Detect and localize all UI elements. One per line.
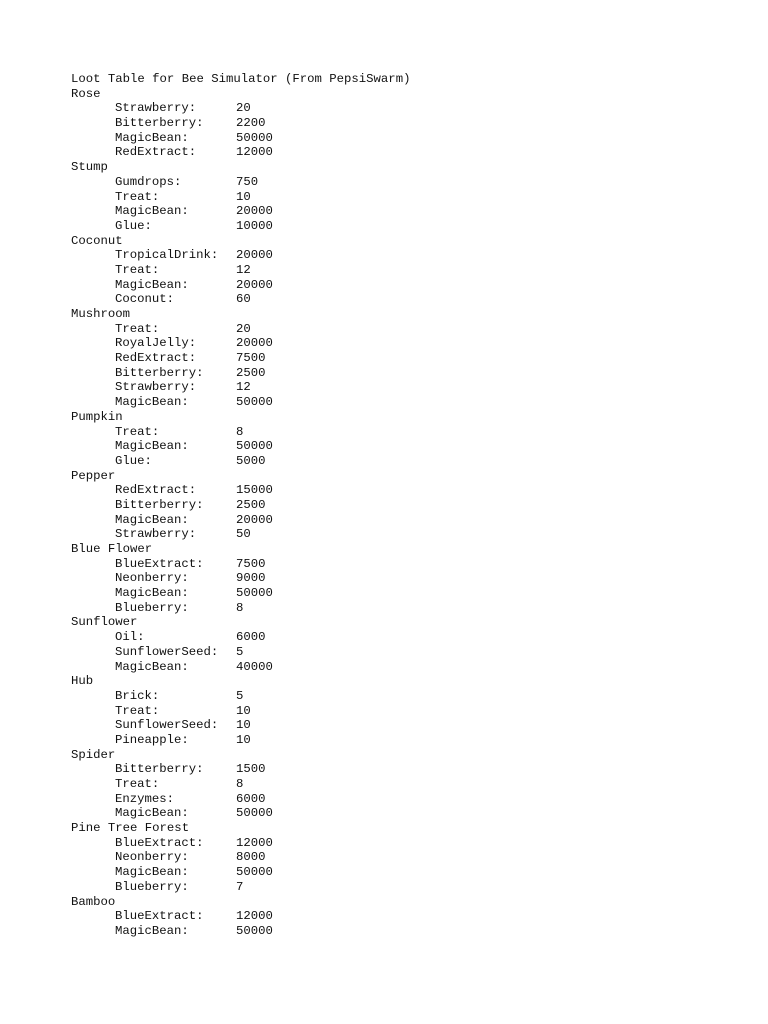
item-value: 10000	[236, 218, 273, 233]
item-value: 50000	[236, 130, 273, 145]
loot-row	[71, 425, 410, 440]
item-value: 50000	[236, 439, 273, 454]
loot-row	[71, 498, 410, 513]
loot-section	[71, 895, 410, 939]
loot-row	[71, 101, 410, 116]
item-value: 7500	[236, 556, 266, 571]
item-label: Blueberry:	[115, 600, 189, 615]
item-value: 12000	[236, 835, 273, 850]
item-value: 10	[236, 718, 251, 733]
item-label: BlueExtract:	[115, 556, 204, 571]
item-label: Glue:	[115, 218, 152, 233]
loot-section	[71, 615, 410, 674]
loot-row	[71, 880, 410, 895]
loot-row	[71, 527, 410, 542]
item-label: Bitterberry:	[115, 762, 204, 777]
item-label: Strawberry:	[115, 527, 197, 542]
item-value: 9000	[236, 571, 266, 586]
item-label: Treat:	[115, 321, 160, 336]
item-label: Treat:	[115, 189, 160, 204]
loot-row	[71, 777, 410, 792]
item-label: Neonberry:	[115, 571, 189, 586]
item-label: Pineapple:	[115, 732, 189, 747]
loot-row	[71, 513, 410, 528]
item-value: 7500	[236, 351, 266, 366]
item-value: 5	[236, 644, 244, 659]
item-label: BlueExtract:	[115, 909, 204, 924]
item-value: 750	[236, 174, 259, 189]
item-label: Gumdrops:	[115, 174, 182, 189]
loot-row	[71, 190, 410, 205]
loot-row	[71, 733, 410, 748]
item-label: MagicBean:	[115, 512, 189, 527]
item-label: Neonberry:	[115, 850, 189, 865]
loot-row	[71, 145, 410, 160]
item-label: Treat:	[115, 703, 160, 718]
item-value: 8000	[236, 850, 266, 865]
item-value: 20000	[236, 248, 273, 263]
item-value: 8	[236, 777, 244, 791]
item-value: 12	[236, 380, 251, 395]
loot-table	[71, 87, 410, 939]
loot-row	[71, 718, 410, 733]
section-heading: Coconut	[71, 233, 123, 248]
loot-row	[71, 762, 410, 777]
item-label: RedExtract:	[115, 483, 197, 498]
item-value: 20000	[236, 277, 273, 292]
loot-row	[71, 248, 410, 263]
section-heading: Rose	[71, 86, 101, 101]
item-value: 10	[236, 703, 251, 718]
item-value: 12000	[236, 145, 273, 160]
loot-row	[71, 131, 410, 146]
section-heading: Pine Tree Forest	[71, 821, 190, 836]
loot-row	[71, 439, 410, 454]
item-value: 2500	[236, 497, 266, 512]
item-label: MagicBean:	[115, 130, 189, 145]
loot-row	[71, 792, 410, 807]
loot-section	[71, 748, 410, 821]
item-value: 12000	[236, 909, 273, 924]
item-label: Strawberry:	[115, 380, 197, 395]
section-heading: Mushroom	[71, 307, 131, 321]
item-value: 50000	[236, 586, 273, 601]
item-label: Brick:	[115, 688, 160, 703]
item-label: MagicBean:	[115, 865, 189, 880]
loot-row	[71, 704, 410, 719]
document-page	[71, 72, 410, 939]
item-value: 50000	[236, 865, 273, 880]
loot-row	[71, 909, 410, 924]
loot-row	[71, 850, 410, 865]
loot-section	[71, 469, 410, 542]
section-heading: Hub	[71, 674, 94, 689]
item-value: 60	[236, 292, 251, 307]
item-value: 7	[236, 879, 244, 894]
item-label: Strawberry:	[115, 101, 197, 116]
loot-section	[71, 542, 410, 615]
item-label: SunflowerSeed:	[115, 718, 219, 733]
item-label: Treat:	[115, 262, 160, 277]
section-heading: Pepper	[71, 468, 116, 483]
item-label: Bitterberry:	[115, 497, 204, 512]
loot-row	[71, 380, 410, 395]
loot-row	[71, 660, 410, 675]
item-value: 5000	[236, 453, 266, 468]
item-value: 2500	[236, 365, 266, 380]
loot-section	[71, 160, 410, 233]
section-heading: Bamboo	[71, 894, 116, 909]
item-label: MagicBean:	[115, 277, 189, 292]
section-heading: Sunflower	[71, 615, 138, 630]
item-value: 20	[236, 321, 251, 336]
item-value: 40000	[236, 659, 273, 674]
item-value: 10	[236, 189, 251, 204]
item-label: TropicalDrink:	[115, 248, 219, 263]
loot-row	[71, 454, 410, 469]
item-label: Treat:	[115, 777, 160, 791]
item-value: 12	[236, 262, 251, 277]
item-value: 50000	[236, 923, 273, 938]
item-value: 50000	[236, 395, 273, 410]
loot-row	[71, 689, 410, 704]
item-value: 5	[236, 688, 244, 703]
section-heading: Spider	[71, 747, 116, 762]
item-label: Oil:	[115, 630, 145, 645]
item-value: 50000	[236, 806, 273, 821]
item-label: Coconut:	[115, 292, 175, 307]
loot-row	[71, 204, 410, 219]
loot-section	[71, 87, 410, 160]
document-title: Loot Table for Bee Simulator (From PepsiSwarm)	[71, 72, 411, 86]
loot-row	[71, 483, 410, 498]
item-value: 8	[236, 424, 244, 439]
loot-section	[71, 234, 410, 307]
item-value: 20000	[236, 512, 273, 527]
item-value: 2200	[236, 116, 266, 131]
item-label: Glue:	[115, 453, 152, 468]
loot-section	[71, 821, 410, 894]
item-label: MagicBean:	[115, 586, 189, 601]
loot-row	[71, 836, 410, 851]
item-value: 1500	[236, 762, 266, 777]
loot-row	[71, 219, 410, 234]
item-value: 6000	[236, 630, 266, 645]
section-heading: Blue Flower	[71, 542, 153, 556]
item-value: 15000	[236, 483, 273, 498]
loot-row	[71, 557, 410, 572]
loot-row	[71, 571, 410, 586]
item-label: MagicBean:	[115, 204, 189, 219]
item-value: 10	[236, 732, 251, 747]
item-label: MagicBean:	[115, 395, 189, 410]
item-value: 20000	[236, 204, 273, 219]
loot-section	[71, 674, 410, 747]
item-label: MagicBean:	[115, 923, 189, 938]
loot-row	[71, 292, 410, 307]
section-heading: Pumpkin	[71, 409, 123, 424]
item-value: 6000	[236, 791, 266, 806]
item-label: MagicBean:	[115, 806, 189, 821]
item-label: Blueberry:	[115, 879, 189, 894]
loot-row	[71, 336, 410, 351]
loot-row	[71, 278, 410, 293]
item-label: Treat:	[115, 424, 160, 439]
loot-row	[71, 601, 410, 616]
loot-row	[71, 351, 410, 366]
loot-row	[71, 586, 410, 601]
item-value: 20000	[236, 336, 273, 351]
item-value: 8	[236, 600, 244, 615]
loot-row	[71, 630, 410, 645]
item-value: 20	[236, 101, 251, 116]
item-label: Bitterberry:	[115, 365, 204, 380]
loot-row	[71, 645, 410, 660]
item-label: Enzymes:	[115, 791, 175, 806]
item-label: SunflowerSeed:	[115, 644, 219, 659]
loot-row	[71, 366, 410, 381]
item-label: RedExtract:	[115, 145, 197, 160]
loot-row	[71, 806, 410, 821]
loot-row	[71, 175, 410, 190]
loot-row	[71, 116, 410, 131]
item-label: RedExtract:	[115, 351, 197, 366]
loot-section	[71, 307, 410, 410]
item-value: 50	[236, 527, 251, 542]
item-label: BlueExtract:	[115, 835, 204, 850]
loot-row	[71, 322, 410, 337]
item-label: Bitterberry:	[115, 116, 204, 131]
section-heading: Stump	[71, 160, 108, 175]
loot-section	[71, 410, 410, 469]
loot-row	[71, 263, 410, 278]
item-label: MagicBean:	[115, 659, 189, 674]
loot-row	[71, 395, 410, 410]
item-label: MagicBean:	[115, 439, 189, 454]
loot-row	[71, 924, 410, 939]
item-label: RoyalJelly:	[115, 336, 197, 351]
loot-row	[71, 865, 410, 880]
